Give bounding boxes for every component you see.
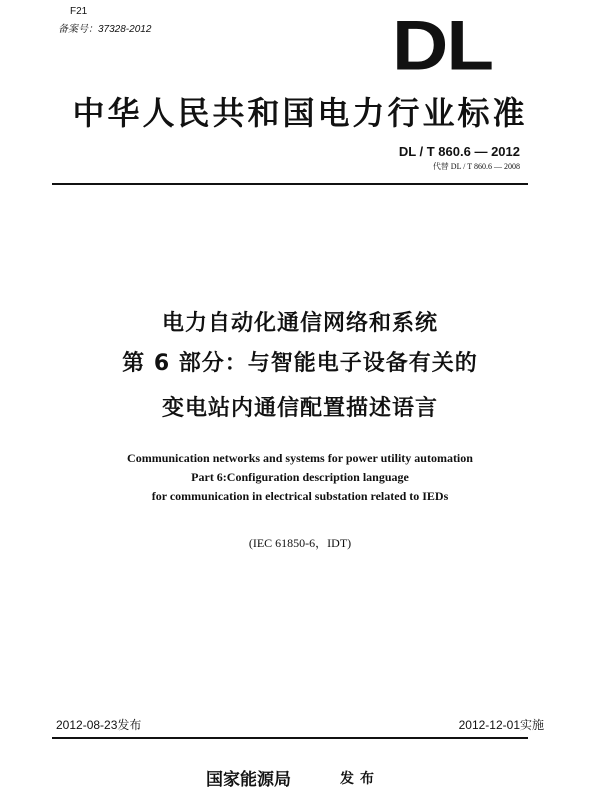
chinese-title-line-1: 电力自动化通信网络和系统 bbox=[161, 311, 438, 336]
issue-date: 2012-08-23发布 bbox=[56, 718, 142, 732]
ics-code: F21 bbox=[70, 6, 88, 17]
english-title-line-1: Communication networks and systems for power utility automation bbox=[127, 451, 473, 465]
english-title-line-3: for communication in electrical substation related to IEDs bbox=[151, 489, 449, 503]
dl-logo: DL bbox=[392, 5, 492, 85]
adoption-note: (IEC 61850-6，IDT) bbox=[248, 536, 352, 550]
implementation-date: 2012-12-01实施 bbox=[458, 718, 544, 732]
bottom-divider bbox=[52, 737, 528, 739]
top-divider bbox=[52, 183, 528, 185]
publisher: 国家能源局 bbox=[206, 770, 291, 790]
replaces-standard: 代替 DL / T 860.6 — 2008 bbox=[432, 162, 520, 171]
record-number: 备案号：37328-2012 bbox=[58, 24, 152, 35]
industry-standard-title: 中华人民共和国电力行业标准 bbox=[72, 94, 528, 132]
chinese-title-line-2: 第 6 部分：与智能电子设备有关的 bbox=[122, 351, 478, 376]
standard-number: DL / T 860.6 — 2012 bbox=[398, 144, 520, 159]
chinese-title-line-3: 变电站内通信配置描述语言 bbox=[161, 396, 438, 421]
publish-label: 发布 bbox=[340, 771, 380, 787]
english-title-line-2: Part 6:Configuration description language bbox=[191, 470, 409, 484]
